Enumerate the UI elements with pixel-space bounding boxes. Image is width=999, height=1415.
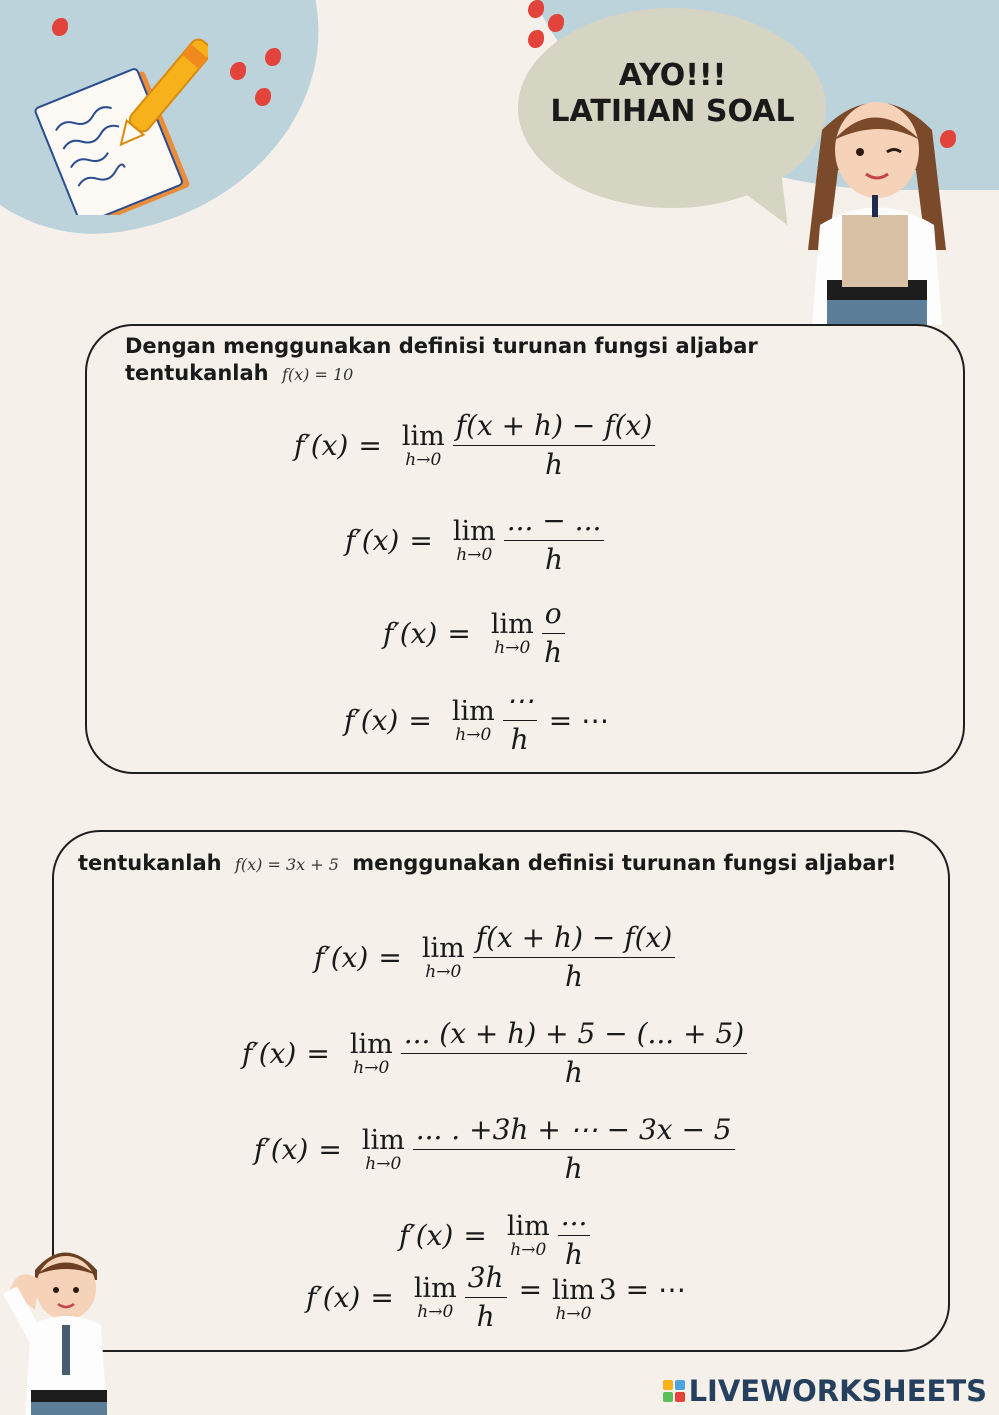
tail-rest: 3 = ⋯ xyxy=(598,1272,686,1306)
limit-word: lim xyxy=(451,695,495,727)
limit-subscript: h→0 xyxy=(455,724,492,745)
fraction-numerator: o xyxy=(542,598,565,634)
equation-row xyxy=(344,685,609,756)
logo-text: LIVEWORKSHEETS xyxy=(688,1374,987,1408)
equation-tail xyxy=(519,1273,686,1323)
limit-operator xyxy=(413,1272,457,1322)
fraction xyxy=(503,685,537,756)
limit-word: lim xyxy=(361,1124,405,1156)
equation-row xyxy=(345,505,608,576)
limit-word: lim xyxy=(413,1272,457,1304)
equation-row xyxy=(254,1114,739,1185)
fraction-denominator: h xyxy=(565,1238,584,1272)
card2-instruction xyxy=(78,850,896,878)
limit-word: lim xyxy=(506,1210,550,1242)
fraction-numerator: ... − ... xyxy=(504,505,605,541)
limit-subscript: h→0 xyxy=(405,449,442,470)
fraction-numerator: ... (x + h) + 5 − (... + 5) xyxy=(401,1018,748,1054)
bubble-line-2: LATIHAN SOAL xyxy=(550,94,795,129)
fraction xyxy=(401,1018,748,1089)
equals-sign: = xyxy=(306,1037,330,1071)
equation-lhs: f′(x) xyxy=(242,1037,297,1071)
student-girl-illustration xyxy=(782,90,972,325)
liveworksheets-logo xyxy=(663,1374,987,1408)
fraction xyxy=(465,1262,507,1333)
speech-bubble-text xyxy=(530,58,815,130)
limit-word: lim xyxy=(490,608,534,640)
fraction-numerator: f(x + h) − f(x) xyxy=(473,922,676,958)
equation-row xyxy=(383,598,569,669)
limit-operator xyxy=(451,695,495,745)
fraction-denominator: h xyxy=(545,543,564,577)
fraction-denominator: h xyxy=(564,960,583,994)
fraction-numerator: ⋯ xyxy=(503,685,537,721)
equation-lhs: f′(x) xyxy=(399,1219,454,1253)
equation-row xyxy=(306,1262,686,1333)
equals-sign: = xyxy=(378,941,402,975)
limit-operator xyxy=(401,420,445,470)
fraction-numerator: f(x + h) − f(x) xyxy=(453,410,656,446)
limit-word: lim xyxy=(401,420,445,452)
equation-lhs: f′(x) xyxy=(383,617,438,651)
equals-sign: = xyxy=(409,524,433,558)
equation-row xyxy=(314,922,679,993)
card2-function-expr: f(x) = 3x + 5 xyxy=(234,855,339,874)
card1-function-expr: f(x) = 10 xyxy=(281,365,354,384)
fraction xyxy=(413,1114,735,1185)
card2-instruction-pre: tentukanlah xyxy=(78,851,222,875)
fraction-denominator: h xyxy=(476,1300,495,1334)
equals-sign: = xyxy=(370,1281,394,1315)
bubble-line-1: AYO!!! xyxy=(618,58,727,93)
fraction-denominator: h xyxy=(564,1056,583,1090)
equation-lhs: f′(x) xyxy=(314,941,369,975)
equation-row xyxy=(294,410,659,481)
limit-operator xyxy=(349,1028,393,1078)
petal-decoration xyxy=(528,30,544,48)
notebook-pen-illustration xyxy=(28,30,208,215)
fraction xyxy=(473,922,676,993)
limit-operator xyxy=(490,608,534,658)
card1-instruction-line2: tentukanlah xyxy=(125,361,269,385)
equals-sign: = xyxy=(447,617,471,651)
equation-tail: = ⋯ xyxy=(548,704,610,738)
limit-word: lim xyxy=(421,932,465,964)
equation-row xyxy=(242,1018,751,1089)
card2-instruction-post: menggunakan definisi turunan fungsi aljabar! xyxy=(352,851,897,875)
equation-lhs: f′(x) xyxy=(344,704,399,738)
limit-operator xyxy=(452,515,496,565)
tail-eq: = xyxy=(518,1272,543,1306)
card1-instruction xyxy=(125,333,758,388)
equals-sign: = xyxy=(408,704,432,738)
fraction-denominator: h xyxy=(544,636,563,670)
limit-word: lim xyxy=(349,1028,393,1060)
equation-lhs: f′(x) xyxy=(254,1133,309,1167)
limit-subscript: h→0 xyxy=(555,1303,592,1324)
limit-subscript: h→0 xyxy=(425,961,462,982)
fraction-numerator: ... xyxy=(558,1200,591,1236)
card1-instruction-line1: Dengan menggunakan definisi turunan fungsi aljabar xyxy=(125,334,758,358)
fraction xyxy=(504,505,605,576)
equals-sign: = xyxy=(358,429,382,463)
limit-subscript: h→0 xyxy=(417,1301,454,1322)
fraction-denominator: h xyxy=(544,448,563,482)
limit-word: lim xyxy=(452,515,496,547)
equals-sign: = xyxy=(463,1219,487,1253)
equals-sign: = xyxy=(318,1133,342,1167)
fraction-denominator: h xyxy=(564,1152,583,1186)
fraction-numerator: 3h xyxy=(465,1262,507,1298)
fraction xyxy=(558,1200,591,1271)
limit-operator xyxy=(506,1210,550,1260)
equation-lhs: f′(x) xyxy=(306,1281,361,1315)
logo-mark-icon xyxy=(663,1380,685,1402)
limit-subscript: h→0 xyxy=(365,1153,402,1174)
equation-lhs: f′(x) xyxy=(345,524,400,558)
limit-operator xyxy=(552,1274,595,1324)
limit-word: lim xyxy=(552,1274,595,1306)
fraction-numerator: ... . +3h + ⋯ − 3x − 5 xyxy=(413,1114,735,1150)
limit-operator xyxy=(361,1124,405,1174)
fraction xyxy=(542,598,565,669)
equation-lhs: f′(x) xyxy=(294,429,349,463)
limit-subscript: h→0 xyxy=(494,637,531,658)
limit-operator xyxy=(421,932,465,982)
fraction xyxy=(453,410,656,481)
limit-subscript: h→0 xyxy=(353,1057,390,1078)
fraction-denominator: h xyxy=(510,723,529,757)
limit-subscript: h→0 xyxy=(510,1239,547,1260)
student-boy-illustration xyxy=(0,1240,125,1415)
limit-subscript: h→0 xyxy=(456,544,493,565)
